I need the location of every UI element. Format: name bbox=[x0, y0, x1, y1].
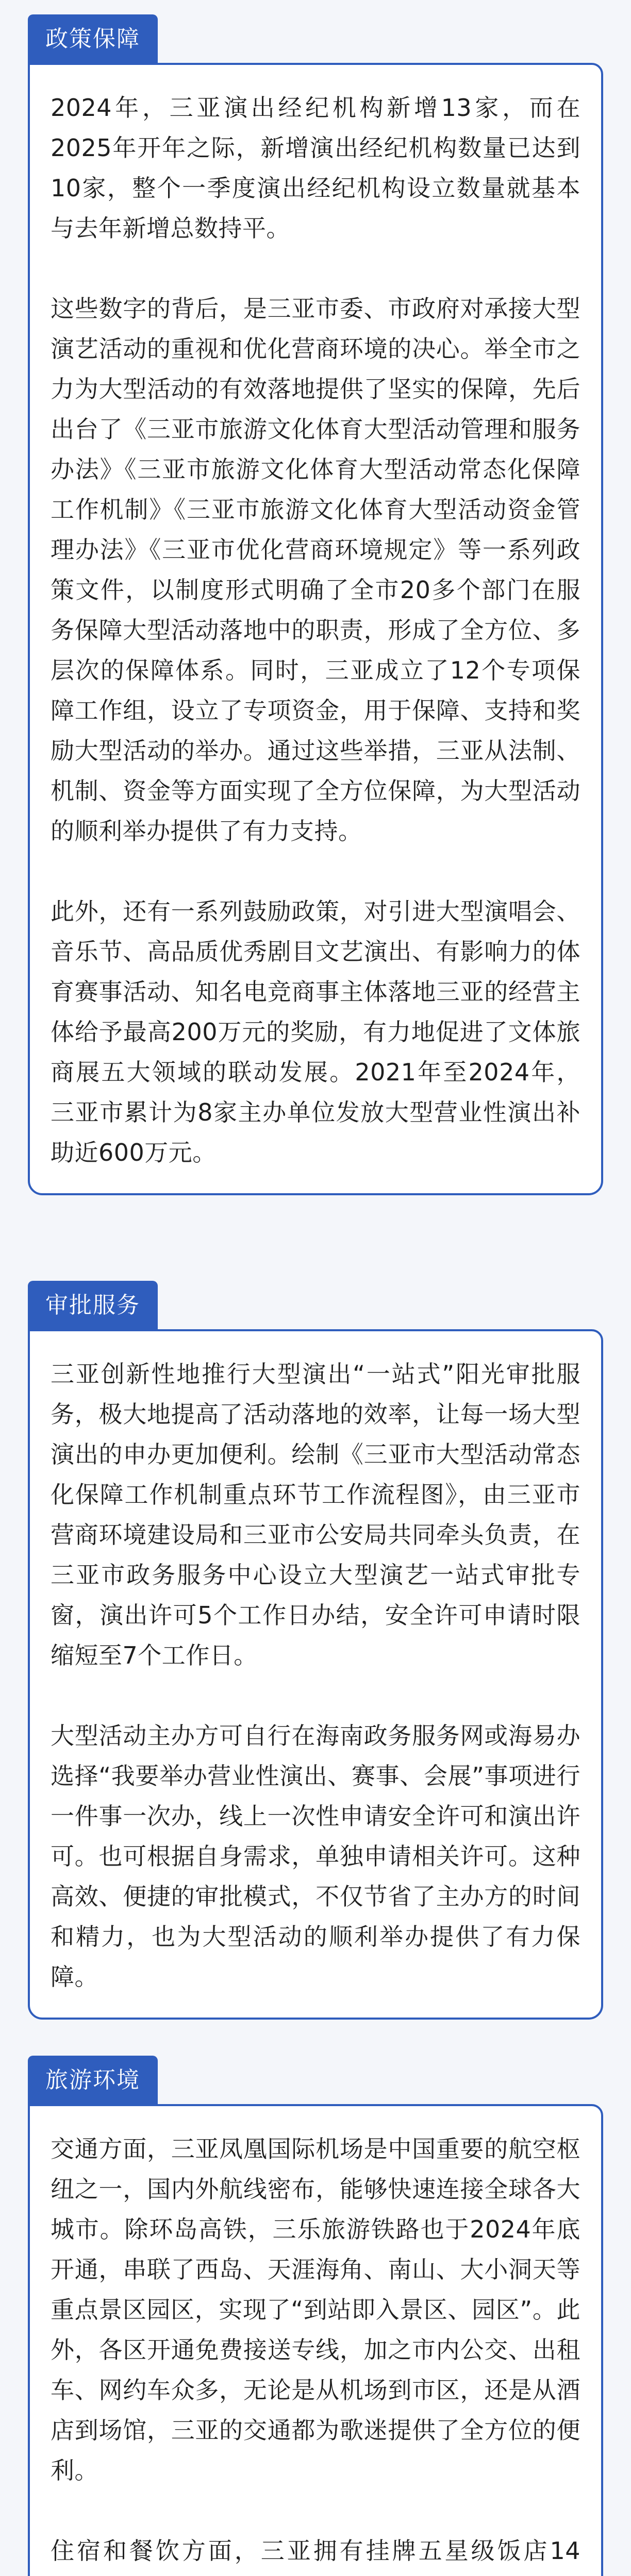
section-title-tag: 政策保障 bbox=[28, 14, 158, 64]
paragraph: 住宿和餐饮方面，三亚拥有挂牌五星级饭店14 bbox=[51, 2537, 580, 2565]
section-policy bbox=[28, 14, 603, 1195]
section-title-tag: 审批服务 bbox=[28, 1281, 158, 1330]
section-spacer bbox=[0, 2020, 631, 2056]
paragraph: 2024年，三亚演出经纪机构新增13家，而在2025年开年之际，新增演出经纪机构数量已达到10家，整个一季度演出经纪机构设立数量就基本与去年新增总数持平。 bbox=[51, 94, 580, 242]
paragraph: 此外，还有一系列鼓励政策，对引进大型演唱会、音乐节、高品质优秀剧目文艺演出、有影响力的体育赛事活动、知名电竞商事主体落地三亚的经营主体给予最高200万元的奖励，有力地促进了文体旅商展五大领域的联动发展。2021年至2024年，三亚市累计为8家主办单位发放大型营业性演出补助近600万元。 bbox=[51, 897, 580, 1166]
section-title-tag: 旅游环境 bbox=[28, 2056, 158, 2105]
section-card bbox=[28, 63, 603, 1195]
paragraph: 三亚创新性地推行大型演出“一站式”阳光审批服务，极大地提高了活动落地的效率，让每一场大型演出的申办更加便利。绘制《三亚市大型活动常态化保障工作机制重点环节工作流程图》，由三亚市营商环境建设局和三亚市公安局共同牵头负责，在三亚市政务服务中心设立大型演艺一站式审批专窗，演出许可5个工作日办结，安全许可申请时限缩短至7个工作日。 bbox=[51, 1360, 580, 1669]
paragraph: 大型活动主办方可自行在海南政务服务网或海易办选择“我要举办营业性演出、赛事、会展”事项进行一件事一次办，线上一次性申请安全许可和演出许可。也可根据自身需求，单独申请相关许可。这种高效、便捷的审批模式，不仅节省了主办方的时间和精力，也为大型活动的顺利举办提供了有力保障。 bbox=[51, 1722, 580, 1991]
section-tourism bbox=[28, 2056, 603, 2576]
section-card bbox=[28, 1329, 603, 2020]
paragraph: 交通方面，三亚凤凰国际机场是中国重要的航空枢纽之一，国内外航线密布，能够快速连接全球各大城市。除环岛高铁，三乐旅游铁路也于2024年底开通，串联了西岛、天涯海角、南山、大小洞天等重点景区园区，实现了“到站即入景区、园区”。此外，各区开通免费接送专线，加之市内公交、出租车、网约车众多，无论是从机场到市区，还是从酒店到场馆，三亚的交通都为歌迷提供了全方位的便利。 bbox=[51, 2135, 580, 2484]
paragraph: 这些数字的背后，是三亚市委、市政府对承接大型演艺活动的重视和优化营商环境的决心。举全市之力为大型活动的有效落地提供了坚实的保障，先后出台了《三亚市旅游文化体育大型活动管理和服务办法》《三亚市旅游文化体育大型活动常态化保障工作机制》《三亚市旅游文化体育大型活动资金管理办法》《三亚市优化营商环境规定》等一系列政策文件，以制度形式明确了全市20多个部门在服务保障大型活动落地中的职责，形成了全方位、多层次的保障体系。同时，三亚成立了12个专项保障工作组，设立了专项资金，用于保障、支持和奖励大型活动的举办。通过这些举措，三亚从法制、机制、资金等方面实现了全方位保障，为大型活动的顺利举办提供了有力支持。 bbox=[51, 295, 580, 845]
section-approval bbox=[28, 1281, 603, 2020]
section-spacer bbox=[0, 1195, 631, 1281]
section-card bbox=[28, 2104, 603, 2576]
